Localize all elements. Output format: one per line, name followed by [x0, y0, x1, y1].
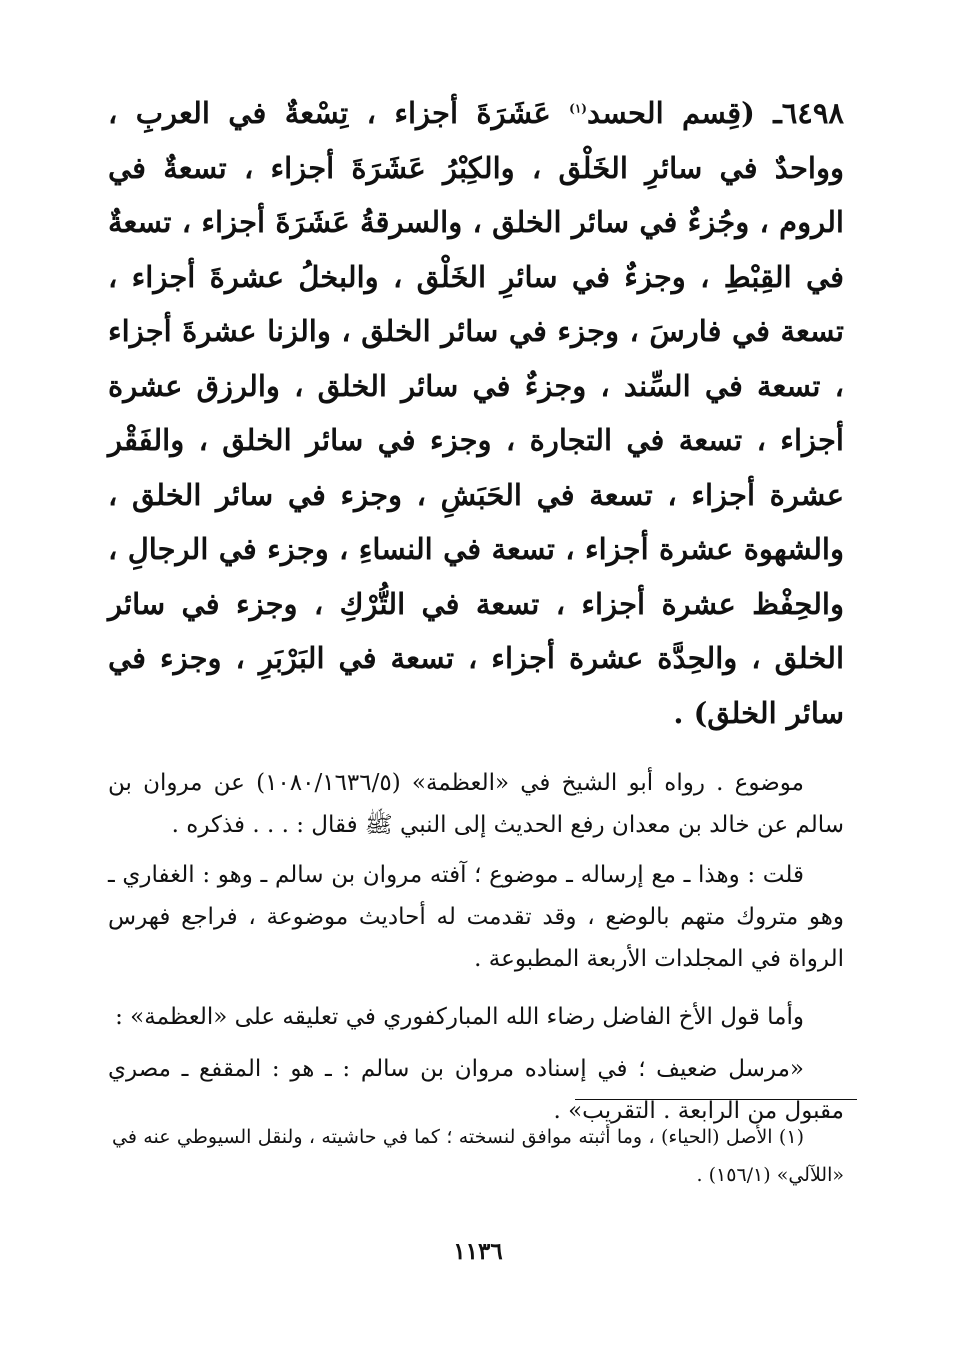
footnote-marker[interactable]: (١): [569, 101, 587, 116]
hadith-text-rest: عَشَرَةَ أجزاء ، تِسْعةٌ في العربِ ، وواحدٌ في سائرِ الخَلْق ، والكِبْرُ عَشَرَةَ أجزاء ، تسعةٌ في الروم ، وجُزءٌ في سائر الخلق ، والسرقةُ عَشَرَةَ أجزاء ، تسعةٌ في القِبْطِ ، وجزءٌ في سائرِ الخَلْق ، والبخلُ عشرةَ أجزاء ، تسعة في فارسَ ، وجزء في سائر الخلق ، والزنا عشرةَ أجزاء ، تسعة في السِّند ، وجزءٌ في سائر الخلق ، والرزق عشرة أجزاء ، تسعة في التجارة ، وجزء في سائر الخلق ، والفَقْر عشرة أجزاء ، تسعة في الحَبَشِ ، وجزء في سائر الخلق ، والشهوة عشرة أجزاء ، تسعة في النساءِ ، وجزء في الرجالِ ، والحِفْظ عشرة أجزاء ، تسعة في التُّرْكِ ، وجزء في سائر الخلق ، والحِدَّة عشرة أجزاء ، تسعة في البَرْبَرِ ، وجزء في سائر الخلق) .: [108, 96, 844, 730]
hadith-number: ٦٤٩٨ـ: [773, 96, 845, 130]
page-number: ١١٣٦: [453, 1238, 503, 1265]
page-body: [108, 86, 844, 1132]
hadith-text-start: (قِسم الحسد: [586, 96, 774, 130]
hadith-text: [108, 86, 844, 740]
footnote-text: (١) الأصل (الحياء) ، وما أثبته موافق لنسخته ؛ كما في حاشيته ، ولنقل السيوطي عنه في «اللآلي» (١٥٦/١) .: [112, 1126, 844, 1186]
commentary-grading: موضوع . رواه أبو الشيخ في «العظمة» (١٠٨٠/١٦٣٦/٥) عن مروان بن سالم عن خالد بن معدان رفع الحديث إلى النبي ﷺ فقال : . . . فذكره .: [108, 770, 844, 838]
commentary-quote-intro: وأما قول الأخ الفاضل رضاء الله المباركفوري في تعليقه على «العظمة» :: [115, 1004, 804, 1030]
commentary-note: قلت : وهذا ـ مع إرساله ـ موضوع ؛ آفته مروان بن سالم ـ وهو : الغفاري ـ وهو متروك متهم بالوضع ، وقد تقدمت له أحاديث موضوعة ، فراجع فهرس الرواة في المجلدات الأربعة المطبوعة .: [108, 862, 844, 972]
footnote-divider: [575, 1099, 857, 1100]
commentary-quote: «مرسل ضعيف ؛ في إسناده مروان بن سالم : ـ هو : المقفع ـ مصري مقبول من الرابعة . التقريب» .: [108, 1056, 844, 1124]
